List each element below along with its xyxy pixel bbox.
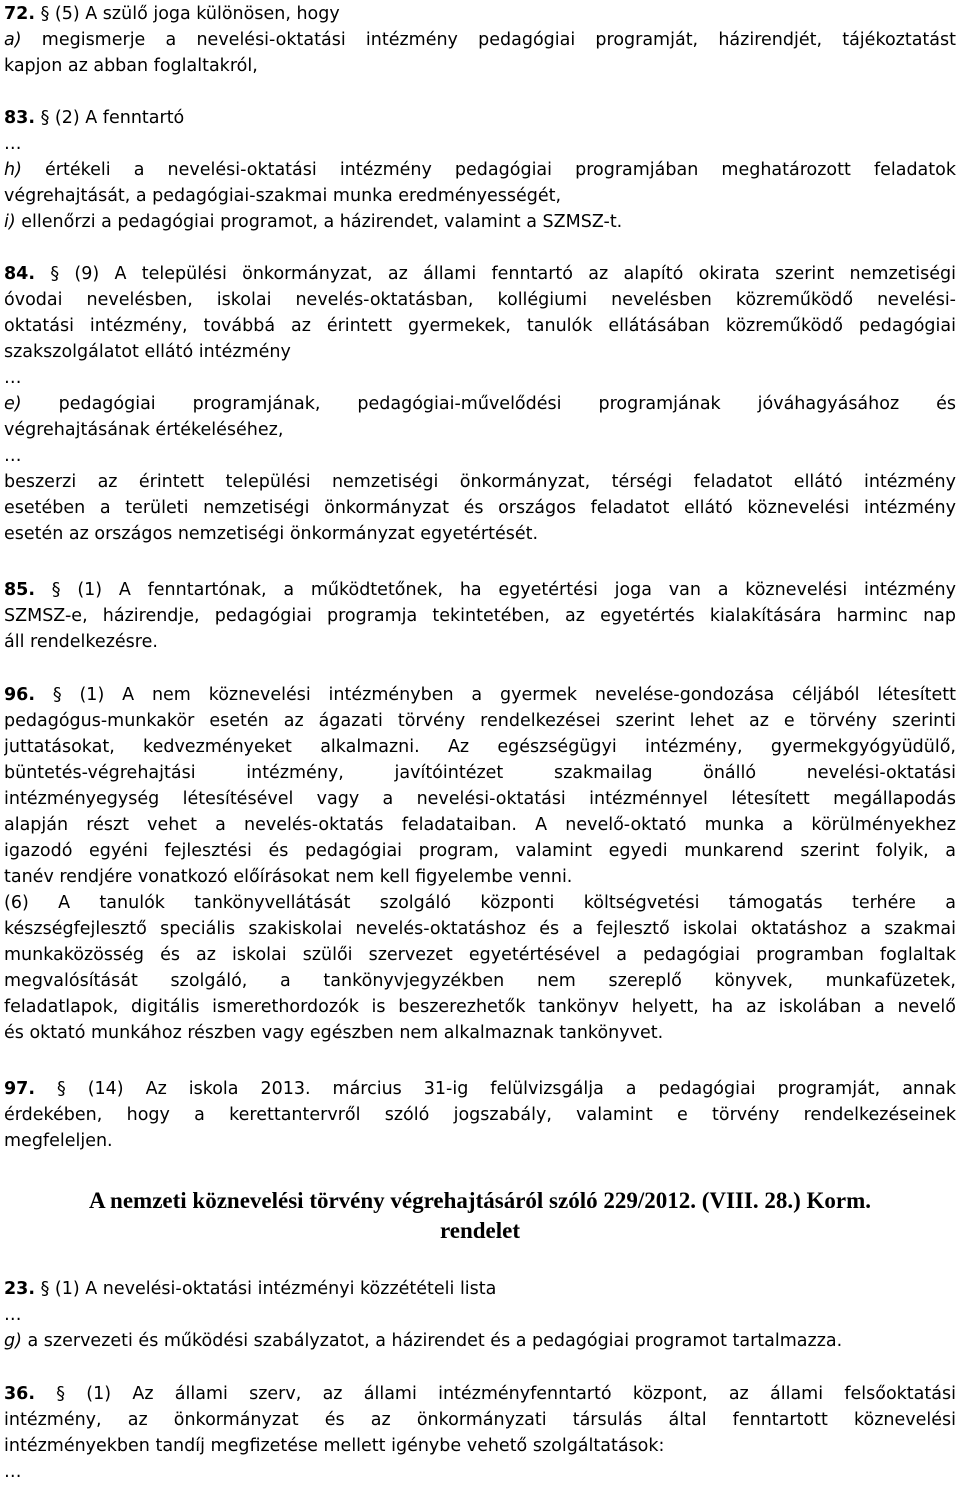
section-84 — [4, 261, 956, 547]
section-72-heading: (5) A szülő joga különösen, hogy — [54, 4, 340, 24]
regulation-heading-line-1: A nemzeti köznevelési törvény végrehajtásáról szóló 229/2012. (VIII. 28.) Korm. — [88, 1188, 872, 1213]
section-sign-icon: § — [52, 685, 62, 705]
section-sign-icon: § — [56, 1079, 66, 1099]
paragraph-number: 83. — [4, 108, 36, 128]
section-97 — [4, 1076, 956, 1154]
section-96-line-8: tanév rendjére vonatkozó előírásokat nem kell figyelembe venni. — [4, 867, 573, 887]
section-sign-icon: § — [51, 580, 61, 600]
section-23-header — [4, 1276, 956, 1302]
section-96-line-2: pedagógus-munkakör esetén az ágazati törvény rendelkezései szerint lehet az e törvény szerinti — [4, 711, 956, 731]
section-23 — [4, 1276, 956, 1354]
ellipsis: … — [4, 134, 23, 154]
paragraph-number: 96. — [4, 685, 36, 705]
section-sign-icon: § — [40, 108, 50, 128]
section-72 — [4, 1, 956, 79]
point-a-line-2: kapjon az abban foglaltakról, — [4, 56, 258, 76]
section-85-line-2: SZMSZ-e, házirendje, pedagógiai programja tekintetében, az egyetértés kialakítására harminc nap — [4, 606, 956, 626]
point-i-line-1: i) ellenőrzi a pedagógiai programot, a házirendet, valamint a SZMSZ-t. — [4, 212, 623, 232]
section-96 — [4, 682, 956, 1046]
section-84-line-1: 84. § (9) A települési önkormányzat, az állami fenntartó az alapító okirata szerint nemzetiségi — [4, 264, 956, 284]
section-36-line-3: intézményekben tandíj megfizetése mellett igénybe vehető szolgáltatások: — [4, 1436, 665, 1456]
section-sign-icon: § — [40, 4, 50, 24]
section-36-line-2: intézmény, az önkormányzat és az önkormányzati társulás által fenntartott köznevelési — [4, 1410, 956, 1430]
point-label: e) — [4, 394, 22, 414]
section-85-line-1: 85. § (1) A fenntartónak, a működtetőnek, ha egyetértési joga van a köznevelési intézmény — [4, 580, 956, 600]
point-label: g) — [4, 1331, 22, 1351]
section-96-line-5: intézményegység létesítésével vagy a nevelési-oktatási intézménnyel létesített megállapodás — [4, 789, 956, 809]
section-84-line-3: oktatási intézmény, továbbá az érintett gyermekek, tanulók ellátásában közreműködő pedagógiai — [4, 316, 956, 336]
section-96-line-6: alapján részt vehet a nevelés-oktatás feladataiban. A nevelő-oktató munka a körülményekhez — [4, 815, 956, 835]
section-84-closing-line-1: beszerzi az érintett települési nemzetiségi önkormányzat, térségi feladatot ellátó intézmény — [4, 472, 956, 492]
section-96-line-3: juttatásokat, kedvezményeket alkalmazni. Az egészségügyi intézmény, gyermekgyógyüdülő, — [4, 737, 956, 757]
paragraph-number: 23. — [4, 1279, 36, 1299]
paragraph-6-line-6: és oktató munkához részben vagy egészben nem alkalmaznak tankönyvet. — [4, 1023, 664, 1043]
section-83-header — [4, 105, 956, 131]
point-h-line-1: h) értékeli a nevelési-oktatási intézmény pedagógiai programjában meghatározott feladatok — [4, 160, 956, 180]
paragraph-number: 72. — [4, 4, 36, 24]
paragraph-number: 36. — [4, 1384, 36, 1404]
section-96-line-4: büntetés-végrehajtási intézmény, javítóintézet szakmailag önálló nevelési-oktatási — [4, 763, 956, 783]
section-96-line-7: igazodó egyéni fejlesztési és pedagógiai program, valamint egyedi munkarend szerint folyik, a — [4, 841, 956, 861]
paragraph-number: 84. — [4, 264, 36, 284]
ellipsis: … — [4, 446, 23, 466]
section-97-line-1: 97. § (14) Az iskola 2013. március 31-ig felülvizsgálja a pedagógiai programját, annak — [4, 1079, 956, 1099]
paragraph-6-line-2: készségfejlesztő speciális szakiskolai nevelés-oktatáshoz és a fejlesztő iskolai oktatáshoz a szakmai — [4, 919, 956, 939]
section-97-line-2: érdekében, hogy a kerettantervről szóló jogszabály, valamint e törvény rendelkezéseinek — [4, 1105, 956, 1125]
section-84-line-2: óvodai nevelésben, iskolai nevelés-oktatásban, kollégiumi nevelésben közreműködő nevelési- — [4, 290, 956, 310]
section-sign-icon: § — [56, 1384, 66, 1404]
section-97-line-3: megfeleljen. — [4, 1131, 113, 1151]
paragraph-6-line-1: (6) A tanulók tankönyvellátását szolgáló központi költségvetési támogatás terhére a — [4, 893, 956, 913]
section-84-closing-line-3: esetén az országos nemzetiségi önkormányzat egyetértését. — [4, 524, 539, 544]
point-label: h) — [4, 160, 22, 180]
paragraph-6-line-4: megvalósítását szolgáló, a tankönyvjegyzékben nem szereplő könyvek, munkafüzetek, — [4, 971, 956, 991]
ellipsis: … — [4, 1305, 23, 1325]
section-sign-icon: § — [40, 1279, 50, 1299]
section-84-line-4: szakszolgálatot ellátó intézmény — [4, 342, 291, 362]
section-85 — [4, 577, 956, 655]
point-h-line-2: végrehajtását, a pedagógiai-szakmai munka eredményességét, — [4, 186, 562, 206]
section-36-line-1: 36. § (1) Az állami szerv, az állami intézményfenntartó központ, az állami felsőoktatási — [4, 1384, 956, 1404]
point-g-line-1: g) a szervezeti és működési szabályzatot, a házirendet és a pedagógiai programot tartalmazza. — [4, 1331, 843, 1351]
paragraph-number: 97. — [4, 1079, 36, 1099]
regulation-heading-line-2: rendelet — [439, 1218, 521, 1243]
point-e-line-1: e) pedagógiai programjának, pedagógiai-művelődési programjának jóváhagyásához és — [4, 394, 956, 414]
paragraph-6-line-5: feladatlapok, digitális ismerethordozók is beszerezhetők tankönyv helyett, ha az iskolában a nevelő — [4, 997, 956, 1017]
point-label: i) — [4, 212, 16, 232]
paragraph-6-line-3: munkaközösség és az iskolai szülői szervezet egyetértésével a pedagógiai programban foglaltak — [4, 945, 956, 965]
ellipsis: … — [4, 368, 23, 388]
section-83-heading: (2) A fenntartó — [54, 108, 185, 128]
section-84-closing-line-2: esetében a területi nemzetiségi önkormányzat és országos feladatot ellátó köznevelési intézmény — [4, 498, 956, 518]
section-36 — [4, 1381, 956, 1485]
section-72-header — [4, 1, 956, 27]
section-sign-icon: § — [50, 264, 60, 284]
regulation-heading — [0, 1186, 960, 1246]
section-83 — [4, 105, 956, 235]
section-23-heading: (1) A nevelési-oktatási intézményi közzétételi lista — [54, 1279, 497, 1299]
point-a-line-1: a) megismerje a nevelési-oktatási intézmény pedagógiai programját, házirendjét, tájékoztatást — [4, 30, 956, 50]
section-96-line-1: 96. § (1) A nem köznevelési intézményben a gyermek nevelése-gondozása céljából létesített — [4, 685, 956, 705]
paragraph-number: 85. — [4, 580, 36, 600]
ellipsis: … — [4, 1462, 23, 1482]
point-e-line-2: végrehajtásának értékeléséhez, — [4, 420, 284, 440]
section-85-line-3: áll rendelkezésre. — [4, 632, 158, 652]
point-label: a) — [4, 30, 22, 50]
